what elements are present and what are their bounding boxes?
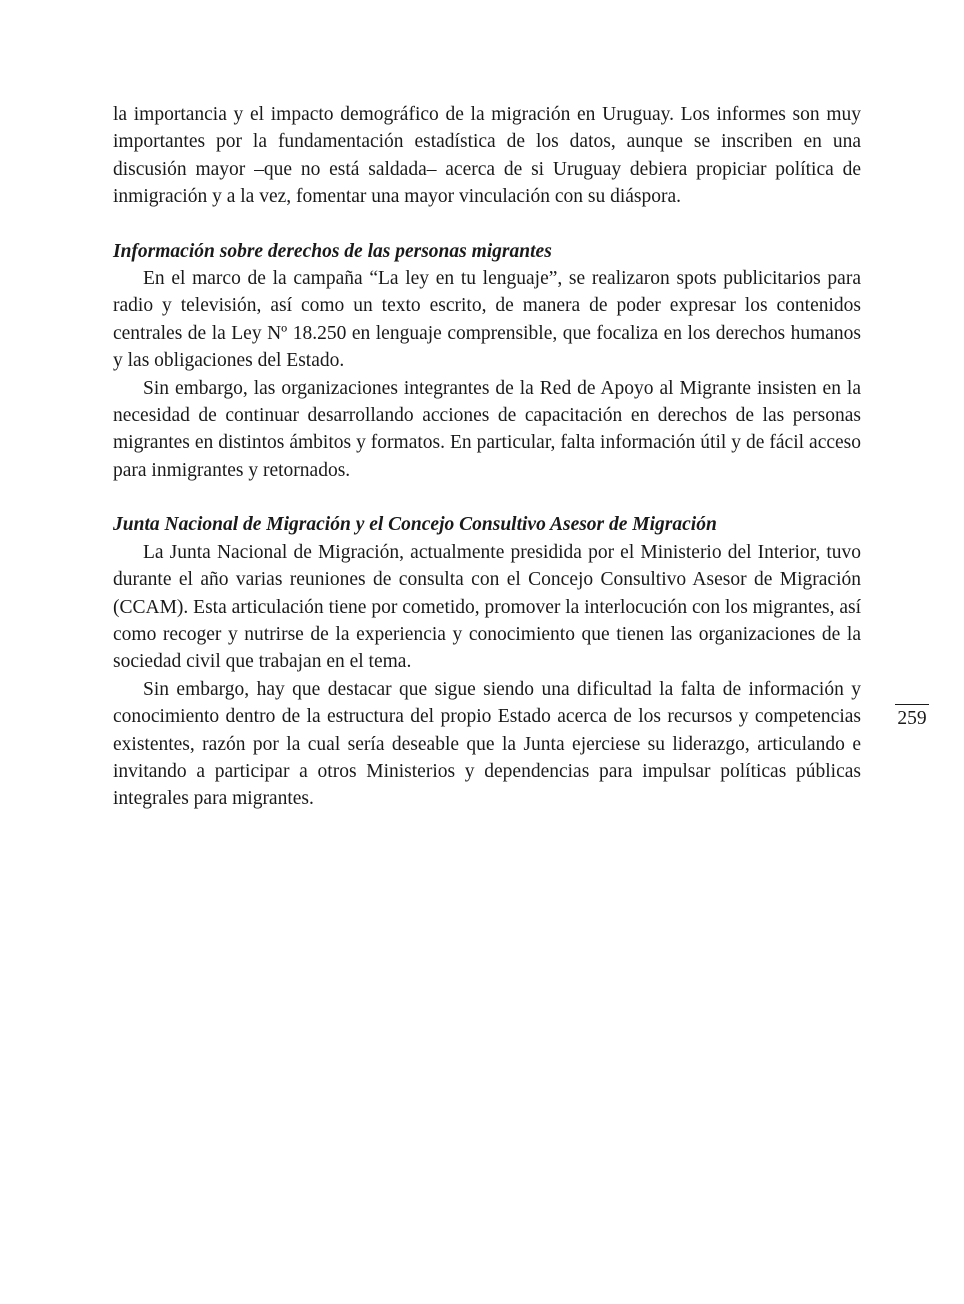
paragraph-state-leadership: Sin embargo, hay que destacar que sigue siendo una dificultad la falta de información y conocimiento dentro de la estructura del propio Estado acerca de los recursos y competencias existentes, razón por la cual sería deseable que la Junta ejerciese su liderazgo, articulando e invitando a participar a otros Ministerios y dependencias para impulsar políticas públicas integrales para migrantes. (113, 678, 861, 810)
document-body (113, 101, 861, 813)
section-heading-national-board: Junta Nacional de Migración y el Concejo Consultivo Asesor de Migración (113, 514, 717, 536)
paragraph-campaign: En el marco de la campaña “La ley en tu lenguaje”, se realizaron spots publicitarios para radio y televisión, así como un texto escrito, de manera de poder expresar los contenidos centrales de la Ley Nº 18.250 en lenguaje comprensible, que focaliza en los derechos humanos y las obligaciones del Estado. (113, 268, 861, 372)
paragraph-intro-continuation: la importancia y el impacto demográfico de la migración en Uruguay. Los informes son muy importantes por la fundamentación estadística de los datos, aunque se inscriben en una discusión mayor –que no está saldada– acerca de si Uruguay debiera propiciar política de inmigración y a la vez, fomentar una mayor vinculación con su diáspora. (113, 104, 861, 208)
paragraph-national-board: La Junta Nacional de Migración, actualmente presidida por el Ministerio del Interior, tuvo durante el año varias reuniones de consulta con el Concejo Consultivo Asesor de Migración (CCAM). Esta articulación tiene por cometido, promover la interlocución con los migrantes, así como recoger y nutrirse de la experiencia y conocimiento que tienen las organizaciones de la sociedad civil que trabajan en el tema. (113, 541, 861, 673)
paragraph-support-network: Sin embargo, las organizaciones integrantes de la Red de Apoyo al Migrante insisten en la necesidad de continuar desarrollando acciones de capacitación en derechos de las personas migrantes en distintos ámbitos y formatos. En particular, falta información útil y de fácil acceso para inmigrantes y retornados. (113, 377, 861, 481)
section-heading-rights-information: Información sobre derechos de las personas migrantes (113, 240, 552, 262)
page-number: 259 (897, 708, 927, 729)
